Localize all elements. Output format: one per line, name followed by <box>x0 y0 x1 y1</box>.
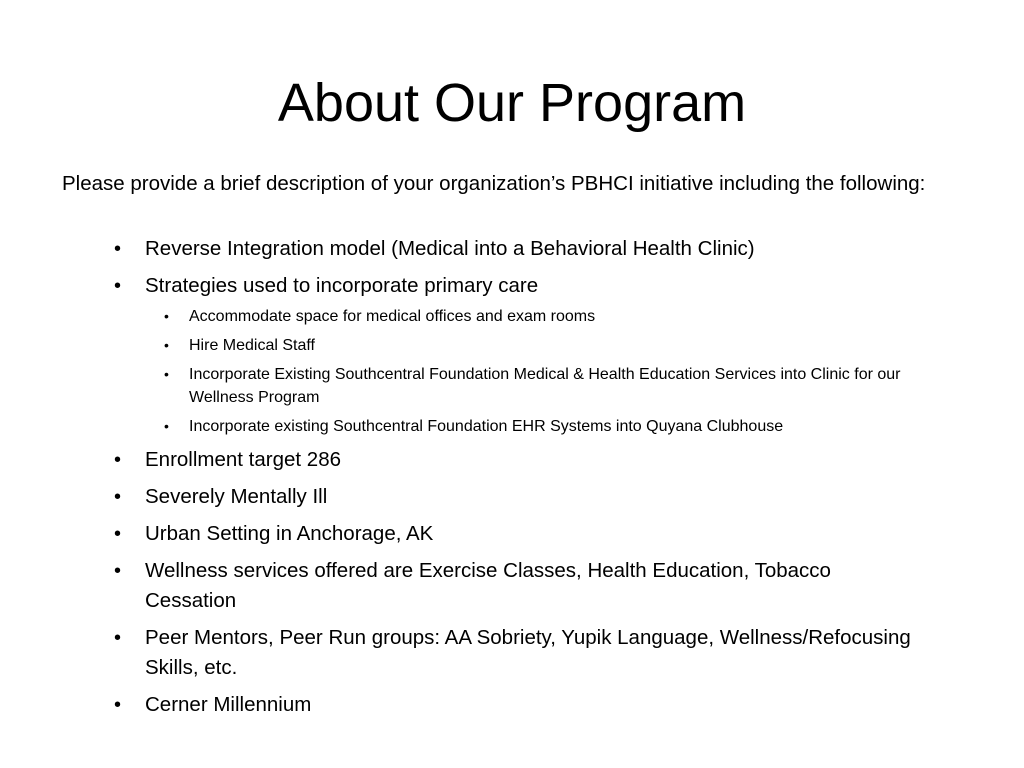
slide-title: About Our Program <box>277 73 747 133</box>
list-item-text: Reverse Integration model (Medical into a Behavioral Health Clinic) <box>145 237 755 260</box>
bullet-icon: • <box>114 694 122 716</box>
list-item <box>0 519 915 549</box>
list-item-text: Severely Mentally Ill <box>145 485 328 508</box>
list-item <box>0 271 915 438</box>
list-item-text: Wellness services offered are Exercise Classes, Health Education, Tobacco Cessation <box>145 559 831 612</box>
list-item-text: Strategies used to incorporate primary care <box>145 274 539 297</box>
list-item-text: Cerner Millennium <box>145 693 312 716</box>
list-item <box>0 445 915 475</box>
bullet-icon: • <box>114 627 122 649</box>
intro-paragraph: Please provide a brief description of your organization’s PBHCI initiative including the following: <box>62 172 926 195</box>
sub-list-item <box>0 363 949 409</box>
bullet-icon: • <box>114 275 122 297</box>
sub-list <box>145 305 915 438</box>
list-item-text: Urban Setting in Anchorage, AK <box>145 522 434 545</box>
bullet-list <box>0 234 1024 727</box>
bullet-icon: • <box>114 238 122 260</box>
bullet-icon: • <box>114 523 122 545</box>
sub-list-item <box>0 415 949 438</box>
bullet-icon: • <box>164 308 169 324</box>
bullet-icon: • <box>114 560 122 582</box>
bullet-icon: • <box>164 366 169 382</box>
list-item <box>0 234 915 264</box>
sub-list-item-text: Incorporate Existing Southcentral Foundation Medical & Health Education Services into Clinic for our Wellness Program <box>189 366 901 406</box>
bullet-icon: • <box>164 418 169 434</box>
bullet-icon: • <box>164 337 169 353</box>
list-item <box>0 482 915 512</box>
list-item <box>0 556 915 616</box>
list-item-text: Enrollment target 286 <box>145 448 342 471</box>
sub-list-item-text: Accommodate space for medical offices and exam rooms <box>189 308 596 325</box>
sub-list-item <box>0 305 949 328</box>
sub-list-item-text: Hire Medical Staff <box>189 337 315 354</box>
sub-list-item-text: Incorporate existing Southcentral Foundation EHR Systems into Quyana Clubhouse <box>189 418 784 435</box>
list-item-text: Peer Mentors, Peer Run groups: AA Sobriety, Yupik Language, Wellness/Refocusing Skills, etc. <box>145 626 911 679</box>
bullet-icon: • <box>114 449 122 471</box>
bullet-icon: • <box>114 486 122 508</box>
list-item <box>0 623 915 683</box>
sub-list-item <box>0 334 949 357</box>
list-item <box>0 690 915 720</box>
